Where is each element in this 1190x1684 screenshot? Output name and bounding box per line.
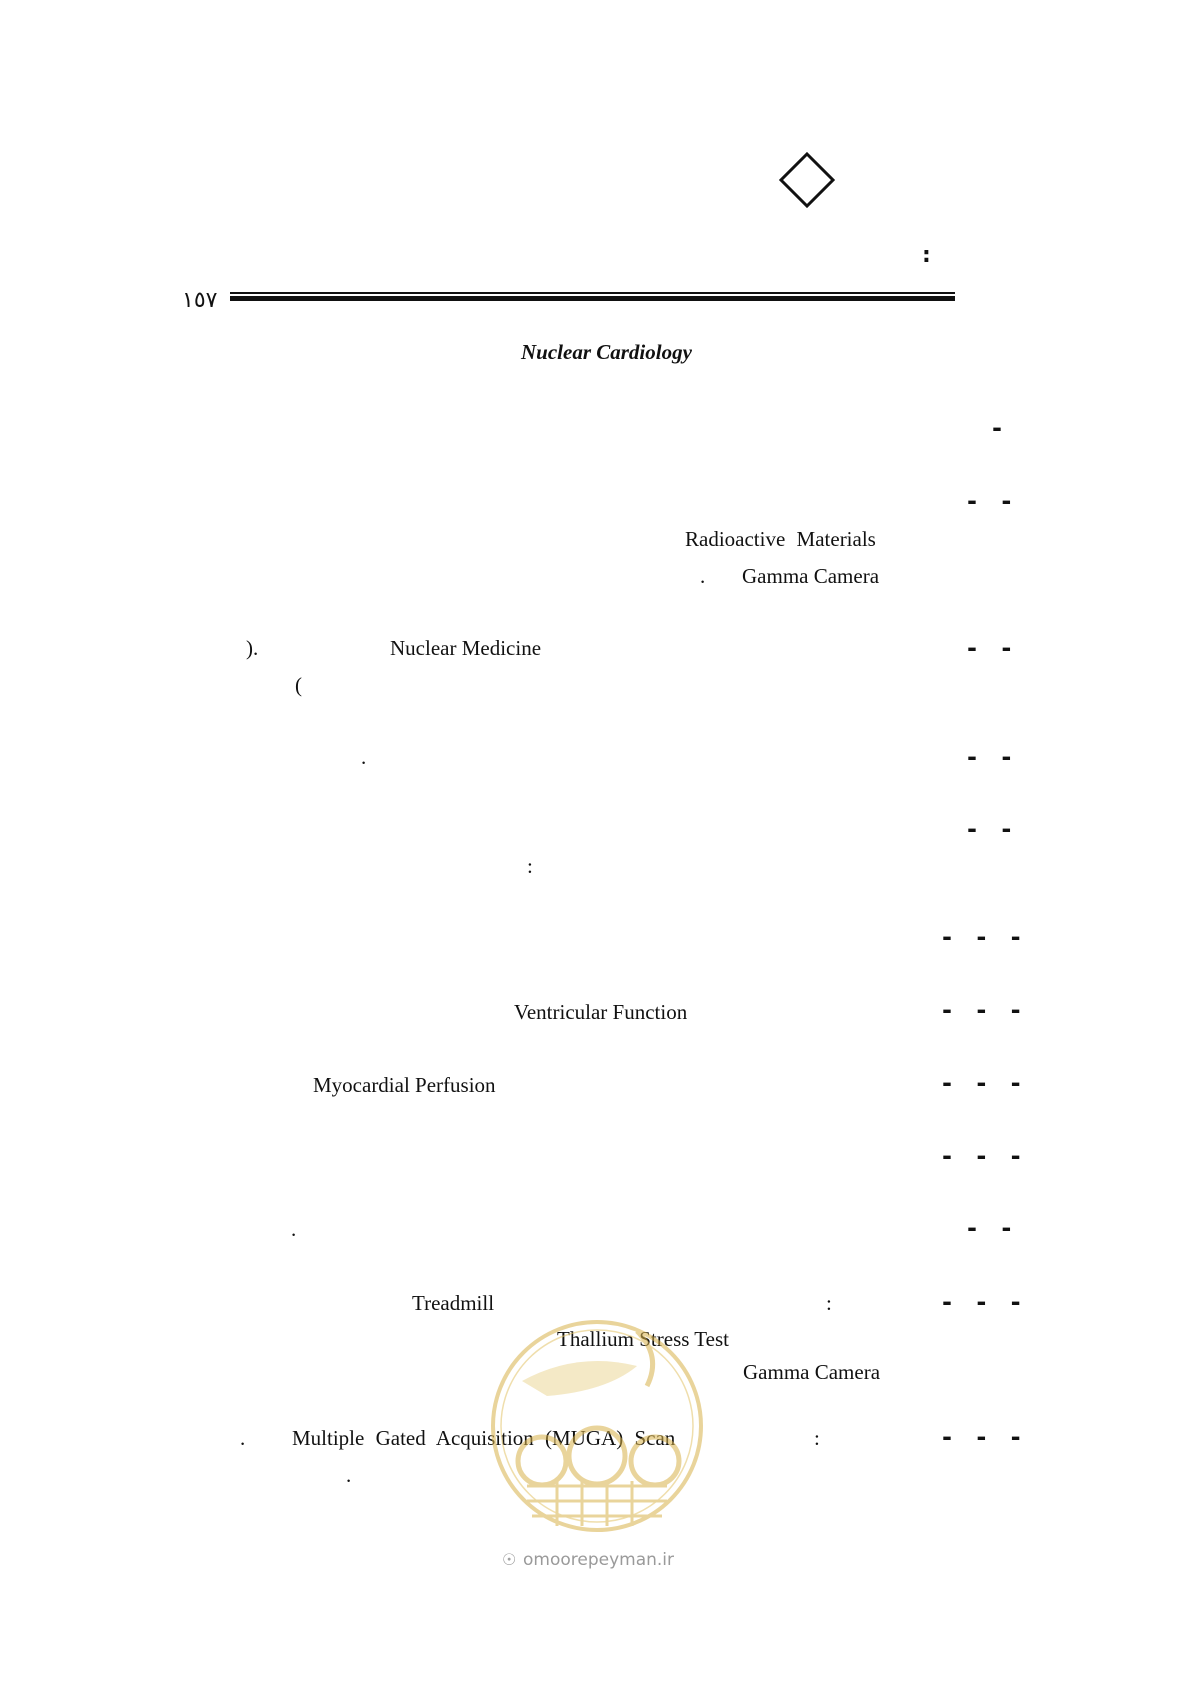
text-colon: : <box>527 854 533 878</box>
text-period: . <box>291 1217 297 1241</box>
watermark-url: omoorepeyman.ir <box>523 1550 675 1570</box>
list-marker-4: - - <box>967 743 1020 771</box>
list-marker-2: - - <box>967 487 1020 515</box>
watermark-seal-icon <box>487 1311 707 1541</box>
list-marker-9: - - - <box>942 1142 1029 1170</box>
term-ventricular-function: Ventricular Function <box>514 1000 688 1024</box>
list-marker-10: - - <box>967 1214 1020 1242</box>
header-rule-bottom <box>230 296 955 301</box>
text-paren-open: ( <box>295 673 302 697</box>
text-paren-close: ). <box>246 636 259 660</box>
list-marker-8: - - - <box>942 1069 1029 1097</box>
list-marker-12: - - - <box>942 1423 1029 1451</box>
term-gamma-camera: Gamma Camera <box>742 564 880 588</box>
text-period: . <box>346 1463 352 1487</box>
term-nuclear-medicine: Nuclear Medicine <box>390 636 542 660</box>
list-marker-6: - - - <box>942 923 1029 951</box>
term-myocardial-perfusion: Myocardial Perfusion <box>313 1073 496 1097</box>
header-rule-top <box>230 292 955 294</box>
term-thallium-stress-test: Thallium Stress Test <box>557 1327 729 1351</box>
globe-icon: ☉ <box>502 1550 517 1569</box>
term-gamma-camera: Gamma Camera <box>743 1360 881 1384</box>
text-colon: : <box>826 1291 832 1315</box>
term-treadmill: Treadmill <box>412 1291 495 1315</box>
list-marker-5: - - <box>967 815 1020 843</box>
term-radioactive-materials: Radioactive Materials <box>685 527 876 551</box>
text-period: . <box>361 745 367 769</box>
text-period: . <box>700 564 706 588</box>
diamond-ornament-icon <box>779 152 835 208</box>
list-marker-11: - - - <box>942 1288 1029 1316</box>
list-marker-7: - - - <box>942 996 1029 1024</box>
text-colon: : <box>814 1426 820 1450</box>
list-marker-3: - - <box>967 634 1020 662</box>
text-period: . <box>240 1426 246 1450</box>
section-title: Nuclear Cardiology <box>521 340 692 364</box>
page-number: ١٥٧ <box>182 288 218 313</box>
list-marker-1: - <box>992 414 1010 442</box>
header-colon: : <box>922 243 931 268</box>
term-muga-scan: Multiple Gated Acquisition (MUGA) Scan <box>292 1426 676 1450</box>
